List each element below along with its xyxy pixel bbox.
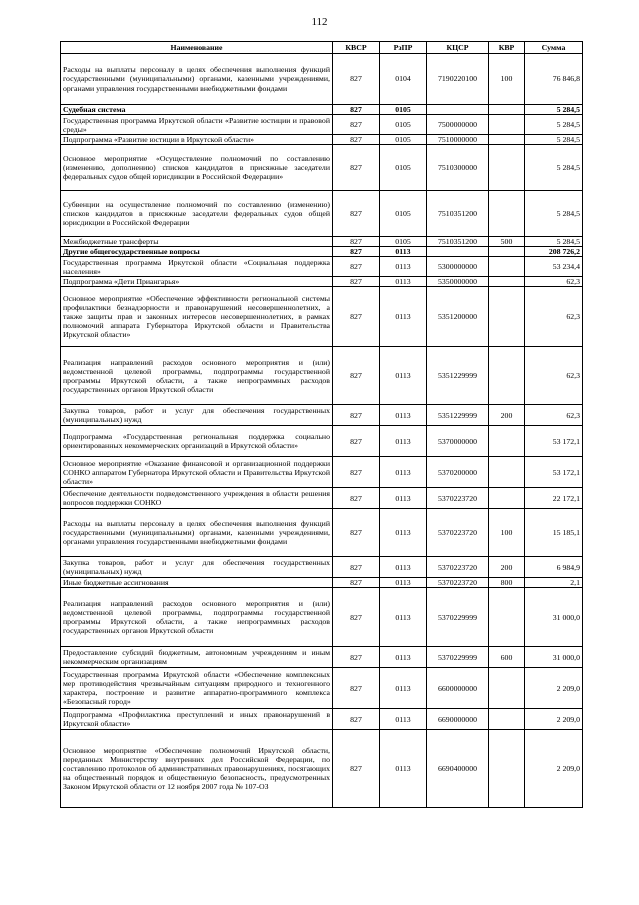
- cell-rzpr: 0113: [380, 488, 427, 509]
- cell-kvr: [489, 287, 525, 347]
- cell-sum: 53 234,4: [525, 257, 583, 277]
- cell-name: Подпрограмма «Развитие юстиции в Иркутской области»: [61, 135, 333, 145]
- cell-kvr: [489, 145, 525, 191]
- cell-sum: 31 000,0: [525, 647, 583, 668]
- header-name: Наименование: [61, 42, 333, 54]
- cell-rzpr: 0113: [380, 347, 427, 405]
- cell-kvsr: 827: [333, 647, 380, 668]
- cell-kvr: [489, 426, 525, 457]
- cell-kcsr: 7510300000: [427, 145, 489, 191]
- cell-sum: 53 172,1: [525, 426, 583, 457]
- cell-kcsr: 5370229999: [427, 647, 489, 668]
- cell-kcsr: 5351229999: [427, 405, 489, 426]
- cell-kvsr: 827: [333, 105, 380, 115]
- cell-name: Основное мероприятие «Оказание финансовой и организационной поддержки СОНКО аппаратом Губернатора Иркутской области и Правительства Иркутской области»: [61, 457, 333, 488]
- cell-kvr: [489, 730, 525, 808]
- cell-rzpr: 0105: [380, 115, 427, 135]
- cell-rzpr: 0113: [380, 709, 427, 730]
- cell-kvsr: 827: [333, 115, 380, 135]
- table-row: [61, 115, 583, 135]
- cell-sum: 2 209,0: [525, 730, 583, 808]
- cell-name: Субвенции на осуществление полномочий по составлению (изменению) списков кандидатов в присяжные заседатели федеральных судов общей юрисдикции в Российской Федерации: [61, 191, 333, 237]
- cell-kvsr: 827: [333, 277, 380, 287]
- cell-sum: 62,3: [525, 347, 583, 405]
- cell-kvr: [489, 588, 525, 647]
- cell-sum: 2,1: [525, 578, 583, 588]
- cell-name: Закупка товаров, работ и услуг для обеспечения государственных (муниципальных) нужд: [61, 557, 333, 578]
- table-row: [61, 488, 583, 509]
- cell-name: Основное мероприятие «Обеспечение эффективности региональной системы профилактики безнадзорности и правонарушений несовершеннолетних, а также защиты прав и законных интересов несовершеннолетних, в рамках полномочий аппарата Губернатора Иркутской области и Правительства Иркутской области»: [61, 287, 333, 347]
- cell-kcsr: 5370000000: [427, 426, 489, 457]
- cell-kvsr: 827: [333, 405, 380, 426]
- cell-kvr: [489, 277, 525, 287]
- cell-sum: 2 209,0: [525, 668, 583, 709]
- cell-name: Государственная программа Иркутской области «Социальная поддержка населения»: [61, 257, 333, 277]
- cell-rzpr: 0113: [380, 426, 427, 457]
- cell-kcsr: [427, 105, 489, 115]
- cell-kvsr: 827: [333, 588, 380, 647]
- table-row: [61, 347, 583, 405]
- cell-kvsr: 827: [333, 730, 380, 808]
- table-row: [61, 578, 583, 588]
- cell-kvr: [489, 191, 525, 237]
- cell-kvsr: 827: [333, 488, 380, 509]
- header-kvr: КВР: [489, 42, 525, 54]
- cell-name: Реализация направлений расходов основного мероприятия и (или) ведомственной целевой программы, подпрограммы государственной программы Иркутской области, а также непрограммных расходов государственных органов Иркутской области: [61, 588, 333, 647]
- cell-kcsr: 7510351200: [427, 191, 489, 237]
- table-row: [61, 145, 583, 191]
- table-body: [61, 54, 583, 808]
- cell-sum: 62,3: [525, 405, 583, 426]
- cell-kvsr: 827: [333, 54, 380, 105]
- cell-sum: 62,3: [525, 287, 583, 347]
- cell-rzpr: 0113: [380, 668, 427, 709]
- table-row: [61, 237, 583, 247]
- cell-name: Расходы на выплаты персоналу в целях обеспечения выполнения функций государственными (муниципальными) органами, казенными учреждениями, органами управления государственными внебюджетными фондами: [61, 54, 333, 105]
- table-row: [61, 457, 583, 488]
- cell-rzpr: 0104: [380, 54, 427, 105]
- cell-kcsr: 5370223720: [427, 557, 489, 578]
- cell-rzpr: 0113: [380, 247, 427, 257]
- table-row: [61, 287, 583, 347]
- cell-sum: 6 984,9: [525, 557, 583, 578]
- cell-kvr: 200: [489, 557, 525, 578]
- cell-rzpr: 0113: [380, 557, 427, 578]
- cell-sum: 53 172,1: [525, 457, 583, 488]
- cell-rzpr: 0113: [380, 405, 427, 426]
- cell-kcsr: 5351229999: [427, 347, 489, 405]
- page-number: 112: [311, 16, 328, 28]
- cell-kvr: 200: [489, 405, 525, 426]
- cell-rzpr: 0105: [380, 135, 427, 145]
- cell-kcsr: 5370223720: [427, 509, 489, 557]
- header-kvsr: КВСР: [333, 42, 380, 54]
- cell-kcsr: 5370223720: [427, 488, 489, 509]
- cell-kvsr: 827: [333, 247, 380, 257]
- cell-name: Межбюджетные трансферты: [61, 237, 333, 247]
- table-row: [61, 588, 583, 647]
- cell-sum: 2 209,0: [525, 709, 583, 730]
- cell-name: Судебная система: [61, 105, 333, 115]
- cell-kvr: [489, 668, 525, 709]
- table-row: [61, 257, 583, 277]
- cell-kvr: [489, 709, 525, 730]
- table-row: [61, 191, 583, 237]
- cell-kvsr: 827: [333, 578, 380, 588]
- cell-kvr: [489, 488, 525, 509]
- cell-kcsr: 5370223720: [427, 578, 489, 588]
- cell-name: Иные бюджетные ассигнования: [61, 578, 333, 588]
- table-header-row: [61, 42, 583, 54]
- table-row: [61, 730, 583, 808]
- cell-kvsr: 827: [333, 347, 380, 405]
- cell-kcsr: 5370229999: [427, 588, 489, 647]
- cell-sum: 5 284,5: [525, 191, 583, 237]
- cell-kvr: 800: [489, 578, 525, 588]
- header-kcsr: КЦСР: [427, 42, 489, 54]
- cell-kcsr: 6690000000: [427, 709, 489, 730]
- cell-name: Реализация направлений расходов основного мероприятия и (или) ведомственной целевой программы, подпрограммы государственной программы Иркутской области, а также непрограммных расходов государственных органов Иркутской области: [61, 347, 333, 405]
- cell-rzpr: 0113: [380, 509, 427, 557]
- cell-kvsr: 827: [333, 191, 380, 237]
- cell-kvr: 500: [489, 237, 525, 247]
- cell-kcsr: 5350000000: [427, 277, 489, 287]
- cell-rzpr: 0113: [380, 588, 427, 647]
- cell-kcsr: 7500000000: [427, 115, 489, 135]
- cell-kvsr: 827: [333, 237, 380, 247]
- cell-kcsr: 7510000000: [427, 135, 489, 145]
- cell-kcsr: 5351200000: [427, 287, 489, 347]
- cell-sum: 5 284,5: [525, 135, 583, 145]
- table-row: [61, 426, 583, 457]
- cell-kcsr: [427, 247, 489, 257]
- cell-rzpr: 0105: [380, 237, 427, 247]
- table-row: [61, 405, 583, 426]
- cell-rzpr: 0113: [380, 730, 427, 808]
- cell-rzpr: 0105: [380, 145, 427, 191]
- cell-kvr: 100: [489, 54, 525, 105]
- cell-kvr: [489, 257, 525, 277]
- cell-kvr: [489, 347, 525, 405]
- table-row: [61, 54, 583, 105]
- cell-kcsr: 7190220100: [427, 54, 489, 105]
- cell-kvr: [489, 135, 525, 145]
- cell-kvsr: 827: [333, 709, 380, 730]
- header-rzpr: РзПР: [380, 42, 427, 54]
- cell-name: Государственная программа Иркутской области «Развитие юстиции и правовой среды»: [61, 115, 333, 135]
- cell-sum: 5 284,5: [525, 115, 583, 135]
- table-row: [61, 277, 583, 287]
- cell-rzpr: 0105: [380, 191, 427, 237]
- cell-kvr: [489, 457, 525, 488]
- table-row: [61, 247, 583, 257]
- cell-rzpr: 0113: [380, 257, 427, 277]
- cell-kvsr: 827: [333, 557, 380, 578]
- table-row: [61, 647, 583, 668]
- cell-kcsr: 6600000000: [427, 668, 489, 709]
- cell-kvsr: 827: [333, 145, 380, 191]
- table-row: [61, 135, 583, 145]
- cell-name: Обеспечение деятельности подведомственного учреждения в области решения вопросов поддержки СОНКО: [61, 488, 333, 509]
- table-row: [61, 105, 583, 115]
- cell-sum: 31 000,0: [525, 588, 583, 647]
- cell-kvsr: 827: [333, 668, 380, 709]
- cell-name: Другие общегосударственные вопросы: [61, 247, 333, 257]
- cell-name: Государственная программа Иркутской области «Обеспечение комплексных мер противодействия чрезвычайным ситуациям природного и техногенного характера, построение и развитие аппаратно-программного комплекса «Безопасный город»: [61, 668, 333, 709]
- cell-sum: 5 284,5: [525, 237, 583, 247]
- cell-name: Подпрограмма «Дети Приангарья»: [61, 277, 333, 287]
- cell-sum: 22 172,1: [525, 488, 583, 509]
- cell-rzpr: 0113: [380, 647, 427, 668]
- cell-kvsr: 827: [333, 257, 380, 277]
- cell-kcsr: 7510351200: [427, 237, 489, 247]
- cell-kvsr: 827: [333, 509, 380, 557]
- cell-kvr: [489, 105, 525, 115]
- budget-table: [60, 41, 583, 808]
- header-sum: Сумма: [525, 42, 583, 54]
- cell-name: Основное мероприятие «Обеспечение полномочий Иркутской области, переданных Министерству внутренних дел Российской Федерации, по составлению протоколов об административных правонарушениях, посягающих на общественный порядок и общественную безопасность, предусмотренных Законом Иркутской области от 12 ноября 2007 года № 107-ОЗ: [61, 730, 333, 808]
- cell-sum: 208 726,2: [525, 247, 583, 257]
- cell-name: Закупка товаров, работ и услуг для обеспечения государственных (муниципальных) нужд: [61, 405, 333, 426]
- table-row: [61, 557, 583, 578]
- cell-rzpr: 0105: [380, 105, 427, 115]
- cell-sum: 76 846,8: [525, 54, 583, 105]
- cell-sum: 62,3: [525, 277, 583, 287]
- cell-kvr: 100: [489, 509, 525, 557]
- table-row: [61, 509, 583, 557]
- cell-rzpr: 0113: [380, 578, 427, 588]
- table-row: [61, 709, 583, 730]
- cell-kvsr: 827: [333, 426, 380, 457]
- cell-name: Предоставление субсидий бюджетным, автономным учреждениям и иным некоммерческим организациям: [61, 647, 333, 668]
- cell-rzpr: 0113: [380, 277, 427, 287]
- cell-sum: 5 284,5: [525, 145, 583, 191]
- cell-sum: 15 185,1: [525, 509, 583, 557]
- cell-name: Подпрограмма «Профилактика преступлений и иных правонарушений в Иркутской области»: [61, 709, 333, 730]
- cell-kcsr: 5370200000: [427, 457, 489, 488]
- cell-kvr: [489, 115, 525, 135]
- cell-kvsr: 827: [333, 457, 380, 488]
- cell-kvsr: 827: [333, 287, 380, 347]
- cell-name: Расходы на выплаты персоналу в целях обеспечения выполнения функций государственными (муниципальными) органами, казенными учреждениями, органами управления государственными внебюджетными фондами: [61, 509, 333, 557]
- cell-sum: 5 284,5: [525, 105, 583, 115]
- cell-name: Подпрограмма «Государственная региональная поддержка социально ориентированных некоммерческих организаций в Иркутской области»: [61, 426, 333, 457]
- cell-rzpr: 0113: [380, 457, 427, 488]
- cell-kcsr: 5300000000: [427, 257, 489, 277]
- cell-kvr: 600: [489, 647, 525, 668]
- cell-kcsr: 6690400000: [427, 730, 489, 808]
- table-row: [61, 668, 583, 709]
- cell-name: Основное мероприятие «Осуществление полномочий по составлению (изменению, дополнению) списков кандидатов в присяжные заседатели федеральных судов общей юрисдикции в Российской Федерации»: [61, 145, 333, 191]
- cell-rzpr: 0113: [380, 287, 427, 347]
- cell-kvsr: 827: [333, 135, 380, 145]
- cell-kvr: [489, 247, 525, 257]
